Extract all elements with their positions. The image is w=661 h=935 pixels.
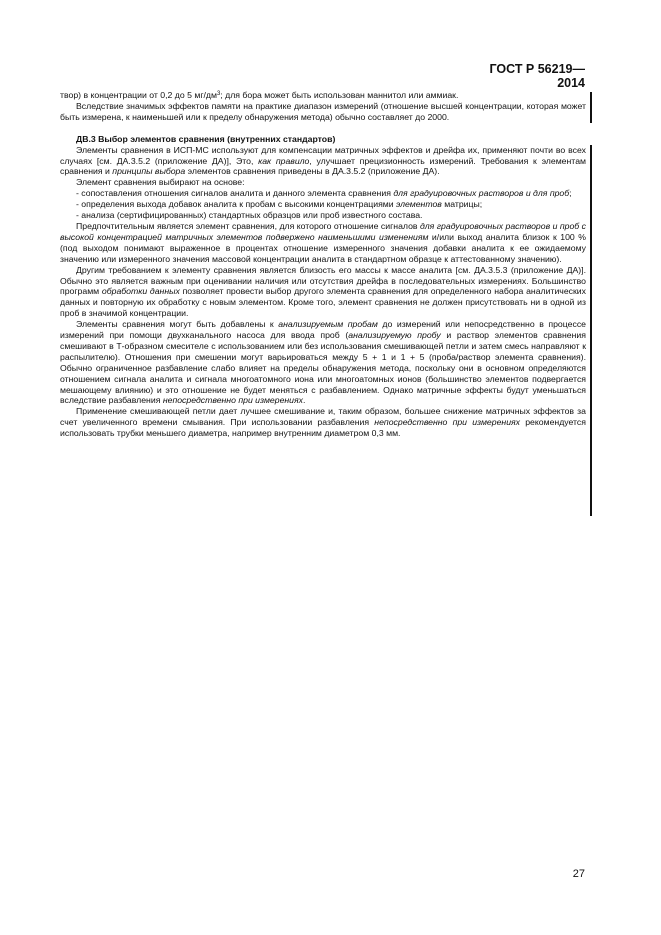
paragraph: Элементы сравнения в ИСП-МС используют для компенсации матричных эффектов и дрейфа их, применяют почти во всех случаях [см. ДА.3.5.2 (приложение ДА)], Это, как правило, улучшает прецизионность измерений. Требования к элементам сравнения и принципы выбора элементов сравнения приведены в ДА.3.5.2 (приложение ДА). — [60, 144, 586, 177]
section-heading: ДВ.3 Выбор элементов сравнения (внутренних стандартов) — [76, 133, 336, 144]
change-bar — [590, 145, 592, 516]
paragraph: Предпочтительным является элемент сравнения, для которого отношение сигналов для градуировочных растворов и проб с высокой концентрацией матричных элементов подвержено наименьшими изменениям и/или выход аналита близок к 100 % (под выходом понимают выраженное в процентах отношение измеренного значения добавки аналита к ее ожидаемому значению или измеренного значения массовой концентрации аналита в стандартном образце к аттестованному значению). — [60, 220, 586, 264]
paragraph: Элемент сравнения выбирают на основе: — [76, 177, 245, 188]
paragraph: Применение смешивающей петли дает лучшее смешивание и, таким образом, большее снижение матричных эффектов за счет увеличенного времени смывания. При использовании разбавления непосредственно при измерениях рекомендуется использовать трубки меньшего диаметра, например внутренним диаметром 0,3 мм. — [60, 406, 586, 439]
paragraph: твор) в концентрации от 0,2 до 5 $мг/дм^3$; для бора может быть использован маннитол или аммиак. — [60, 90, 459, 100]
paragraph: Элементы сравнения могут быть добавлены к анализируемым пробам до измерений или непосредственно в процессе измерений при помощи двухканального насоса для ввода проб (анализируемую пробу и раствор элементов сравнения смешивают в Т-образном смесителе с использованием или без использования смешивающей петли и затем смесь направляют к распылителю). Отношения при смешении могут варьироваться между 5 + 1 и 1 + 5 (проба/раствор элемента сравнения). Обычно ограниченное разбавление слабо влияет на пределы обнаружения метода, поскольку они в основном определяются отношением сигнала аналита и сигнала многоатомного иона или многоатомных ионов (большинство элементов подвергается мешающему влиянию) и это отношение не будет меняться с разбавлением. Однако матричные эффекты будут уменьшаться вследствие разбавления непосредственно при измерениях. — [60, 319, 586, 406]
change-bar — [590, 92, 592, 123]
list-item: - определения выхода добавок аналита к пробам с высокими концентрациями элементов матрицы; — [76, 199, 483, 210]
document-body — [60, 90, 586, 439]
paragraph: Другим требованием к элементу сравнения является близость его массы к массе аналита [см. ДА.3.5.3 (приложение ДА)]. Обычно это является важным при оценивании наличия или отсутствия дрейфа в последовательных измерениях. Большинство программ обработки данных позволяет провести выбор другого элемента сравнения для определенного набора аналитических данных и повторную их обработку с новым элементом. Кроме того, элемент сравнения не должен присутствовать ни в одной из проб в значимой концентрации. — [60, 264, 586, 319]
page-number: 27 — [572, 868, 585, 880]
list-item: - сопоставления отношения сигналов аналита и данного элемента сравнения для градуировочных растворов и для проб; — [76, 188, 572, 199]
document-code: ГОСТ Р 56219—2014 — [489, 62, 585, 90]
paragraph: Вследствие значимых эффектов памяти на практике диапазон измерений (отношение высшей концентрации, которая может быть измерена, к наименьшей или к пределу обнаружения метода) обычно составляет до 2000. — [60, 100, 586, 122]
list-item: - анализа (сертифицированных) стандартных образцов или проб известного состава. — [76, 210, 423, 221]
